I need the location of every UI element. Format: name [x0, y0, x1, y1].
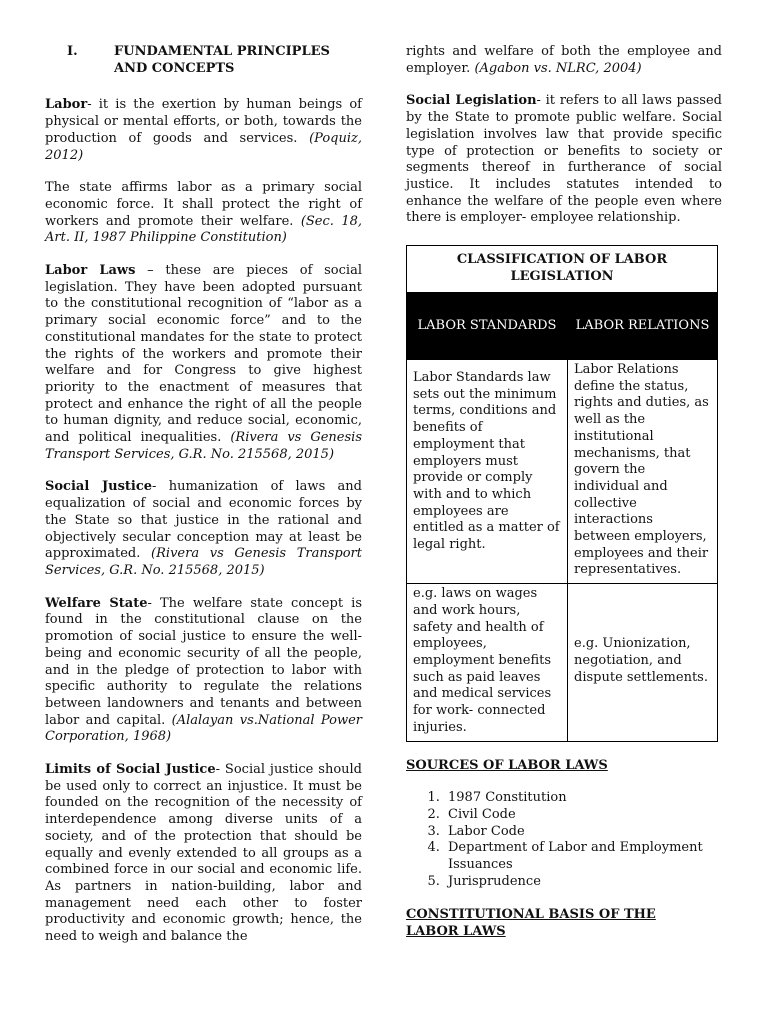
list-item: 5. Jurisprudence: [444, 874, 722, 891]
welfare-state-term: Welfare State: [45, 595, 148, 611]
right-column: [406, 44, 722, 941]
labor-legislation-table: [406, 245, 718, 741]
sources-list: [406, 790, 722, 890]
labor-standards-examples: e.g. laws on wages and work hours, safety and health of employees, employment benefits such as paid leaves and medical services for work- connected injuries.: [407, 584, 568, 741]
labor-term: Labor: [45, 97, 88, 113]
labor-standards-header: LABOR STANDARDS: [407, 293, 568, 360]
limits-social-justice-definition: Limits of Social Justice- Social justice should be used only to correct an injustice. It must be founded on the recognition of the necessity of interdependence among diverse units of a society, and of the protection that should be equally and evenly extended to all groups as a combined force in our social and economic life. As partners in nation-building, labor and management need each other to foster productivity and economic growth; hence, the need to weigh and balance the: [45, 762, 362, 945]
labor-laws-term: Labor Laws: [45, 263, 136, 279]
labor-citation: (Poquiz, 2012): [45, 130, 363, 163]
section-heading: [45, 44, 362, 77]
list-item: 1. 1987 Constitution: [444, 790, 722, 807]
welfare-state-definition: Welfare State- The welfare state concept is found in the constitutional clause on the promotion of social justice to ensure the well-being and economic security of all the people, and in the pledge of protection to labor with specific authority to regulate the relations between landowners and tenants and between labor and capital. (Alalayan vs.National Power Corporation, 1968): [45, 595, 362, 745]
welfare-state-citation: (Alalayan vs.National Power Corporation, 1968): [45, 712, 362, 745]
continued-paragraph: rights and welfare of both the employee and employer. (Agabon vs. NLRC, 2004): [406, 44, 722, 76]
social-justice-citation: (Rivera vs Genesis Transport Services, G.R. No. 215568, 2015): [45, 546, 362, 578]
labor-relations-examples: e.g. Unionization, negotiation, and dispute settlements.: [568, 584, 718, 741]
social-legislation-term: Social Legislation: [406, 93, 537, 109]
state-affirms-paragraph: The state affirms labor as a primary social economic force. It shall protect the right of workers and promote their welfare. (Sec. 18, Art. II, 1987 Philippine Constitution): [45, 180, 362, 246]
labor-relations-definition: Labor Relations define the status, rights and duties, as well as the institutional mechanisms, that govern the individual and collective interactions between employers, employees and their representatives.: [568, 360, 718, 584]
labor-relations-header: LABOR RELATIONS: [568, 293, 718, 360]
sources-heading: SOURCES OF LABOR LAWS: [406, 757, 608, 773]
limits-social-justice-term: Limits of Social Justice: [45, 762, 216, 778]
section-title: FUNDAMENTAL PRINCIPLES AND CONCEPTS: [114, 44, 330, 76]
constitution-citation: (Sec. 18, Art. II, 1987 Philippine Constitution): [45, 213, 362, 246]
labor-standards-definition: Labor Standards law sets out the minimum terms, conditions and benefits of employment that employers must provide or comply with and to which employees are entitled as a matter of legal right.: [407, 360, 568, 584]
section-number: I.: [67, 44, 78, 59]
constitutional-basis-heading: CONSTITUTIONAL BASIS OF THE LABOR LAWS: [406, 907, 656, 940]
labor-laws-citation: (Rivera vs Genesis Transport Services, G.R. No. 215568, 2015): [45, 430, 362, 462]
list-item: 2. Civil Code: [444, 807, 722, 824]
list-item: 4. Department of Labor and Employment Issuances: [444, 840, 722, 873]
left-column: [45, 44, 362, 946]
social-justice-definition: Social Justice- humanization of laws and equalization of social and economic forces by the State so that justice in the rational and objectively secular conception may at least be approximated. (Rivera vs Genesis Transport Services, G.R. No. 215568, 2015): [45, 479, 362, 578]
agabon-citation: (Agabon vs. NLRC, 2004): [474, 60, 642, 76]
social-justice-term: Social Justice: [45, 479, 153, 495]
social-legislation-definition: Social Legislation- it refers to all laws passed by the State to promote public welfare. Social legislation involves law that provide specific type of protection or benefits to society or segments thereof in furtherance of social justice. It includes statutes intended to enhance the welfare of the people even where there is employer- employee relationship.: [406, 93, 722, 226]
table-title: CLASSIFICATION OF LABOR LEGISLATION: [407, 246, 718, 293]
labor-laws-definition: Labor Laws – these are pieces of social legislation. They have been adopted pursuant to the constitutional recognition of “labor as a primary social economic force” and to the constitutional mandates for the state to protect the rights of the workers and promote their welfare and for Congress to give highest priority to the enactment of measures that protect and enhance the right of all the people to human dignity, and reduce social, economic, and political inequalities. (Rivera vs Genesis Transport Services, G.R. No. 215568, 2015): [45, 263, 362, 462]
list-item: 3. Labor Code: [444, 824, 722, 841]
labor-definition: Labor- it is the exertion by human beings of physical or mental efforts, or both, towards the production of goods and services. (Poquiz, 2012): [45, 97, 363, 163]
